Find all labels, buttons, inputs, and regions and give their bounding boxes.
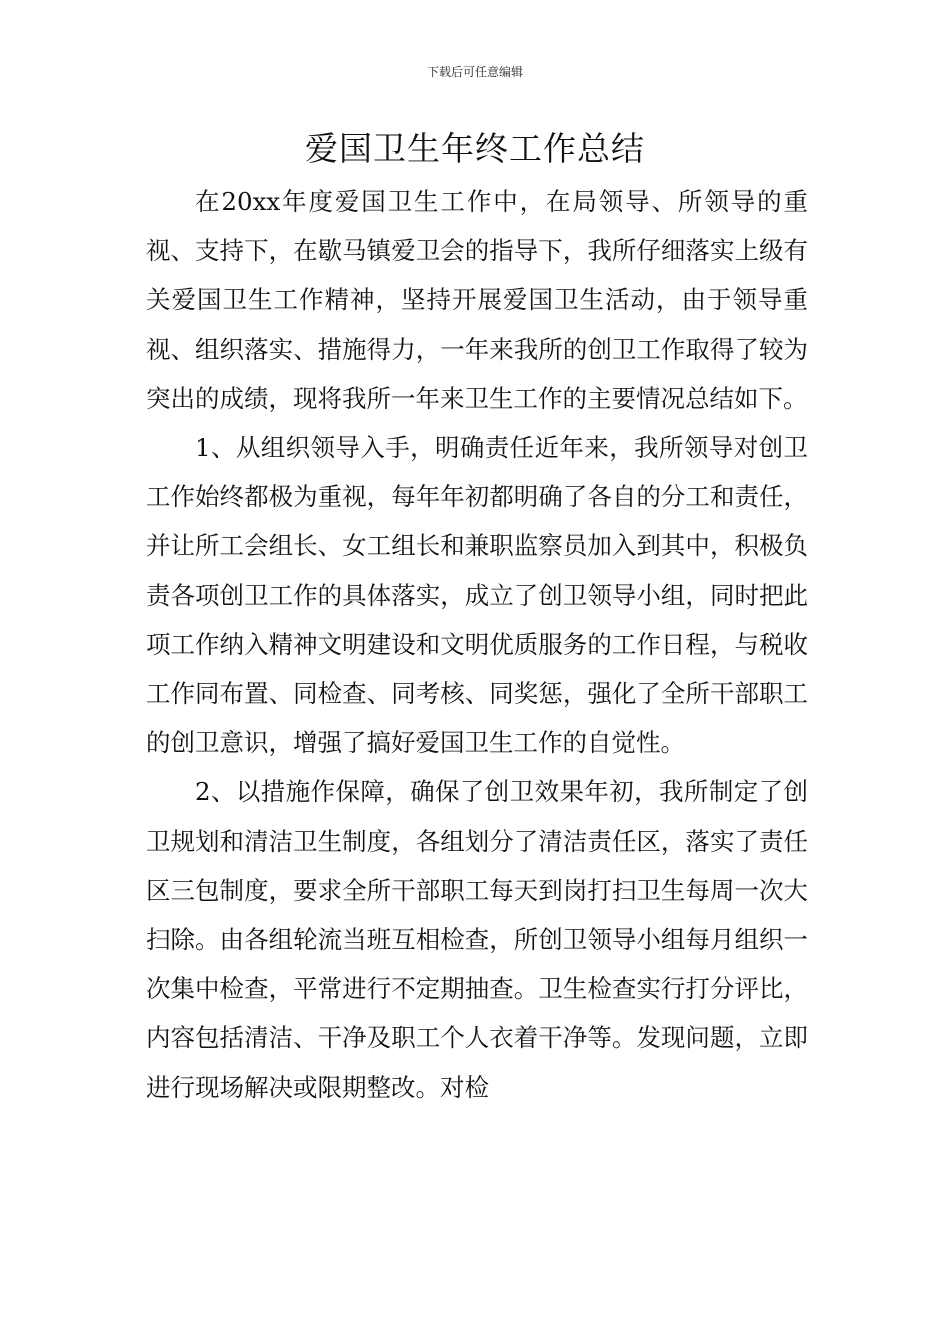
paragraph-measures: 2、以措施作保障，确保了创卫效果年初，我所制定了创卫规划和清洁卫生制度，各组划分了清洁责任区，落实了责任区三包制度，要求全所干部职工每天到岗打扫卫生每周一次大扫除。由各组轮流当班互相检查，所创卫领导小组每月组织一次集中检查，平常进行不定期抽查。卫生检查实行打分评比，内容包括清洁、干净及职工个人衣着干净等。发现问题，立即进行现场解决或限期整改。对检	[146, 777, 808, 1102]
paragraph-organization: 1、从组织领导入手，明确责任近年来，我所领导对创卫工作始终都极为重视，每年年初都明确了各自的分工和责任，并让所工会组长、女工组长和兼职监察员加入到其中，积极负责各项创卫工作的具体落实，成立了创卫领导小组，同时把此项工作纳入精神文明建设和文明优质服务的工作日程，与税收工作同布置、同检查、同考核、同奖惩，强化了全所干部职工的创卫意识，增强了搞好爱国卫生工作的自觉性。	[146, 433, 808, 758]
paragraph-intro: 在20xx年度爱国卫生工作中，在局领导、所领导的重视、支持下，在歇马镇爱卫会的指导下，我所仔细落实上级有关爱国卫生工作精神，坚持开展爱国卫生活动，由于领导重视、组织落实、措施得力，一年来我所的创卫工作取得了较为突出的成绩，现将我所一年来卫生工作的主要情况总结如下。	[146, 187, 808, 413]
header-note: 下载后可任意编辑	[426, 65, 523, 79]
document-title: 爱国卫生年终工作总结	[305, 129, 645, 168]
document-body	[146, 177, 808, 1112]
